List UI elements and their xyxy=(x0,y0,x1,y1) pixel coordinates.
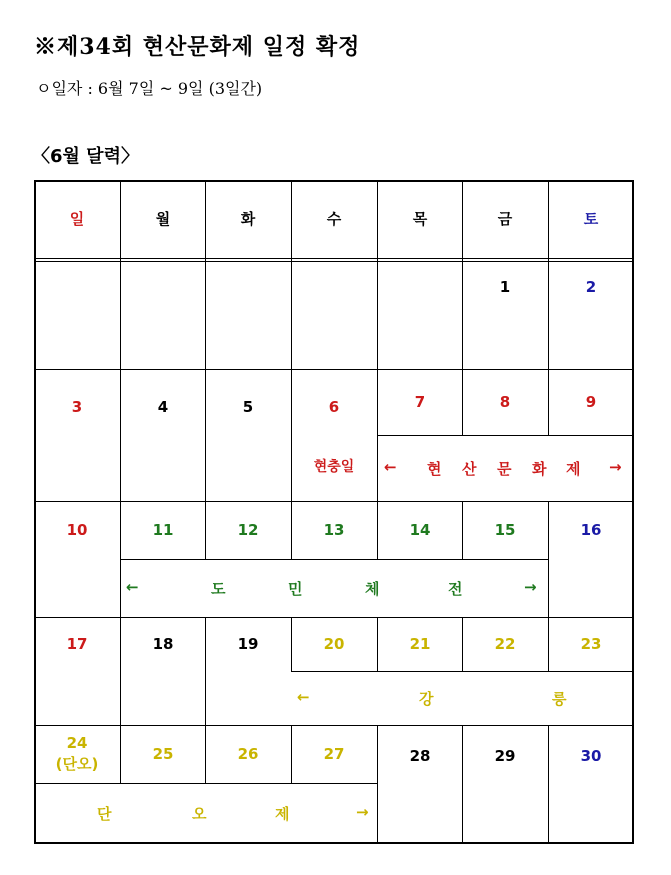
day-cell: 13 xyxy=(323,521,345,539)
day-cell: 21 xyxy=(409,635,431,653)
weekday-friday: 금 xyxy=(497,210,513,228)
sports-char: 도 xyxy=(211,580,226,598)
gangneung-char: 릉 xyxy=(552,690,567,708)
day-cell: 27 xyxy=(323,745,345,763)
calendar-label: 〈6월 달력〉 xyxy=(32,146,139,167)
week1-bottom xyxy=(34,369,634,370)
col-line xyxy=(120,617,121,725)
weekday-thursday: 목 xyxy=(412,210,428,228)
sports-char: 체 xyxy=(365,580,380,598)
day-cell: 2 xyxy=(585,278,597,296)
festival-char: 문 xyxy=(497,460,512,478)
sports-arrow-right: → xyxy=(524,578,537,596)
day-cell: 22 xyxy=(494,635,516,653)
weekday-wednesday: 수 xyxy=(326,210,342,228)
col-line xyxy=(548,501,549,617)
dano-note: (단오) xyxy=(55,755,99,773)
day-cell: 1 xyxy=(499,278,511,296)
week4-bottom xyxy=(34,725,634,726)
day-cell: 30 xyxy=(580,747,602,765)
day-cell: 6 xyxy=(328,398,340,416)
day-cell: 20 xyxy=(323,635,345,653)
day-cell: 5 xyxy=(242,398,254,416)
festival-char: 현 xyxy=(427,460,442,478)
day-cell: 23 xyxy=(580,635,602,653)
week3-bottom-left xyxy=(34,617,120,618)
col-line xyxy=(205,617,206,725)
sports-char: 민 xyxy=(288,580,303,598)
festival-char: 화 xyxy=(532,460,547,478)
header-divider xyxy=(34,258,634,259)
day-cell: 25 xyxy=(152,745,174,763)
week2-sub-line xyxy=(377,435,634,436)
day-cell: 24 xyxy=(66,734,88,752)
weekday-monday: 월 xyxy=(155,210,171,228)
day-cell: 28 xyxy=(409,747,431,765)
june-calendar xyxy=(34,180,634,844)
day-cell: 12 xyxy=(237,521,259,539)
weekday-sunday: 일 xyxy=(69,210,85,228)
col-line xyxy=(205,369,206,501)
memorial-day-label: 현충일 xyxy=(313,459,355,475)
dano-char: 오 xyxy=(192,805,207,823)
week2-bottom xyxy=(34,501,634,502)
col-line xyxy=(377,369,378,501)
dano-char: 제 xyxy=(275,805,290,823)
day-cell: 26 xyxy=(237,745,259,763)
weekday-saturday: 토 xyxy=(583,210,599,228)
col-line xyxy=(462,725,463,844)
festival-arrow-left: ← xyxy=(384,458,397,476)
day-cell: 16 xyxy=(580,521,602,539)
week3-sub-line-bottom xyxy=(120,617,548,618)
day-cell: 3 xyxy=(71,398,83,416)
header-divider-double xyxy=(34,261,634,262)
col-line xyxy=(377,725,378,844)
sports-arrow-left: ← xyxy=(126,578,139,596)
day-cell: 7 xyxy=(414,393,426,411)
day-cell: 18 xyxy=(152,635,174,653)
day-cell: 10 xyxy=(66,521,88,539)
festival-dates: ㅇ일자 : 6월 7일 ~ 9일 (3일간) xyxy=(36,79,263,98)
festival-char: 제 xyxy=(566,460,581,478)
week3-sub-line-top xyxy=(120,559,548,560)
day-cell: 11 xyxy=(152,521,174,539)
day-cell: 9 xyxy=(585,393,597,411)
week5-sub-line xyxy=(34,783,377,784)
week3-bottom-right xyxy=(548,617,634,618)
day-cell: 14 xyxy=(409,521,431,539)
day-cell: 4 xyxy=(157,398,169,416)
festival-char: 산 xyxy=(462,460,477,478)
day-cell: 29 xyxy=(494,747,516,765)
col-line xyxy=(548,725,549,844)
dano-arrow-right: → xyxy=(356,803,369,821)
dano-char: 단 xyxy=(97,805,112,823)
col-line xyxy=(291,369,292,501)
week4-sub-line-top xyxy=(291,671,634,672)
sports-char: 전 xyxy=(448,580,463,598)
day-cell: 15 xyxy=(494,521,516,539)
festival-arrow-right: → xyxy=(609,458,622,476)
col-line xyxy=(120,369,121,501)
page-title: ※제34회 현산문화제 일정 확정 xyxy=(34,34,361,60)
day-cell: 19 xyxy=(237,635,259,653)
col-line xyxy=(120,501,121,617)
day-cell: 17 xyxy=(66,635,88,653)
gangneung-char: 강 xyxy=(419,690,434,708)
weekday-tuesday: 화 xyxy=(240,210,256,228)
gangneung-arrow-left: ← xyxy=(297,688,310,706)
day-cell: 8 xyxy=(499,393,511,411)
